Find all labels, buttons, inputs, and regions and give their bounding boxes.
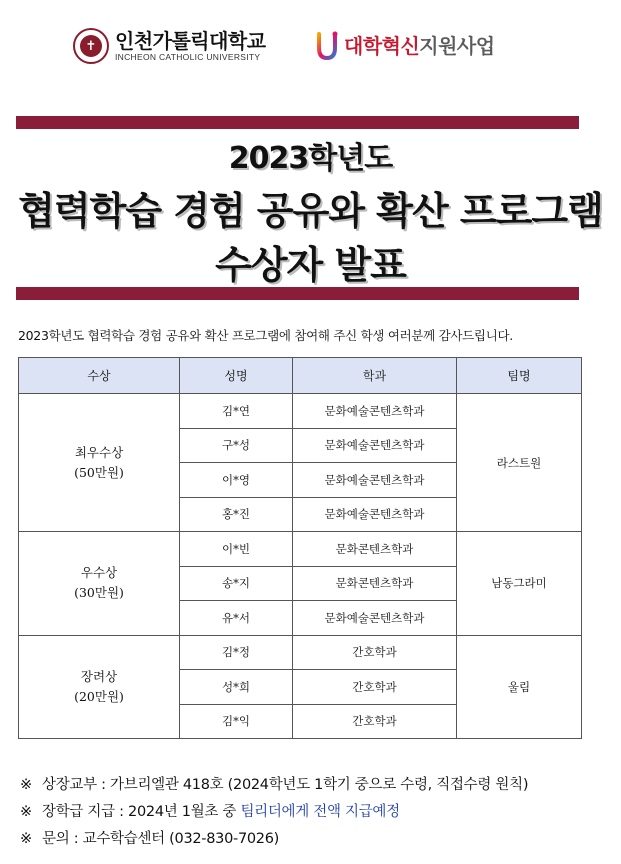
member-department: 간호학과: [293, 670, 457, 705]
award-table: [18, 357, 582, 739]
table-header-row: [19, 358, 582, 394]
university-name-en: INCHEON CATHOLIC UNIVERSITY: [115, 51, 261, 62]
member-name: 구*성: [180, 428, 293, 463]
bottom-divider-bar: [16, 287, 579, 300]
member-department: 문화예술콘텐츠학과: [293, 601, 457, 636]
award-name: 우수상: [80, 565, 118, 581]
university-logo: [73, 28, 266, 64]
program-logo: [316, 30, 495, 62]
award-cell-excellence: [19, 532, 180, 636]
award-name: 최우수상: [74, 444, 124, 460]
notes: [20, 772, 528, 853]
team-name: 울림: [457, 635, 582, 739]
note-text: 상장교부 : 가브리엘관 418호 (2024학년도 1학기 중으로 수령, 직접수령 원칙): [42, 777, 529, 793]
note-mark: ※: [20, 831, 32, 847]
member-name: 송*지: [180, 566, 293, 601]
note-text: 장학급 지급 : 2024년 1월초 중: [42, 804, 241, 820]
top-divider-bar: [16, 116, 579, 129]
university-name-ko: 인천가톨릭대학교: [115, 28, 266, 53]
member-department: 문화예술콘텐츠학과: [293, 463, 457, 498]
table-row: [19, 532, 582, 567]
member-name: 이*영: [180, 463, 293, 498]
member-department: 문화예술콘텐츠학과: [293, 394, 457, 429]
member-department: 문화콘텐츠학과: [293, 566, 457, 601]
member-name: 홍*진: [180, 497, 293, 532]
member-name: 김*익: [180, 704, 293, 739]
member-name: 유*서: [180, 601, 293, 636]
award-cell-grand: [19, 394, 180, 532]
member-department: 문화예술콘텐츠학과: [293, 428, 457, 463]
award-amount: (30만원): [74, 585, 124, 601]
header-team: 팀명: [457, 358, 582, 394]
member-name: 이*빈: [180, 532, 293, 567]
note-highlight: 팀리더에게 전액 지급예정: [240, 804, 400, 820]
member-name: 성*희: [180, 670, 293, 705]
award-amount: (50만원): [74, 464, 124, 480]
title-year: 2023학년도: [228, 141, 393, 176]
university-seal-icon: ✝: [73, 28, 109, 64]
note-text: 문의 : 교수학습센터 (032-830-7026): [42, 831, 279, 847]
member-department: 간호학과: [293, 704, 457, 739]
note-mark: ※: [20, 804, 32, 820]
award-cell-encouragement: [19, 635, 180, 739]
note-inquiry: [20, 826, 528, 853]
header: [0, 22, 621, 74]
team-name: 남동그라미: [457, 532, 582, 636]
header-department: 학과: [293, 358, 457, 394]
award-amount: (20만원): [74, 688, 124, 704]
header-award: 수상: [19, 358, 180, 394]
u-mark-icon: [316, 30, 338, 62]
team-name: 라스트원: [457, 394, 582, 532]
award-name: 장려상: [80, 668, 118, 684]
note-mark: ※: [20, 777, 32, 793]
note-award-delivery: [20, 772, 528, 799]
table-row: [19, 394, 582, 429]
program-logo-red-text: 대학혁신: [344, 34, 420, 58]
member-name: 김*정: [180, 635, 293, 670]
header-name: 성명: [180, 358, 293, 394]
table-row: [19, 635, 582, 670]
program-logo-gray-text: 지원사업: [419, 34, 495, 58]
intro-text: 2023학년도 협력학습 경험 공유와 확산 프로그램에 참여해 주신 학생 여러분께 감사드립니다.: [18, 328, 513, 343]
member-department: 문화예술콘텐츠학과: [293, 497, 457, 532]
title-announcement: 수상자 발표: [215, 243, 406, 287]
member-department: 간호학과: [293, 635, 457, 670]
title-program: 협력학습 경험 공유와 확산 프로그램: [18, 189, 603, 233]
member-name: 김*연: [180, 394, 293, 429]
note-scholarship: [20, 799, 528, 826]
member-department: 문화콘텐츠학과: [293, 532, 457, 567]
